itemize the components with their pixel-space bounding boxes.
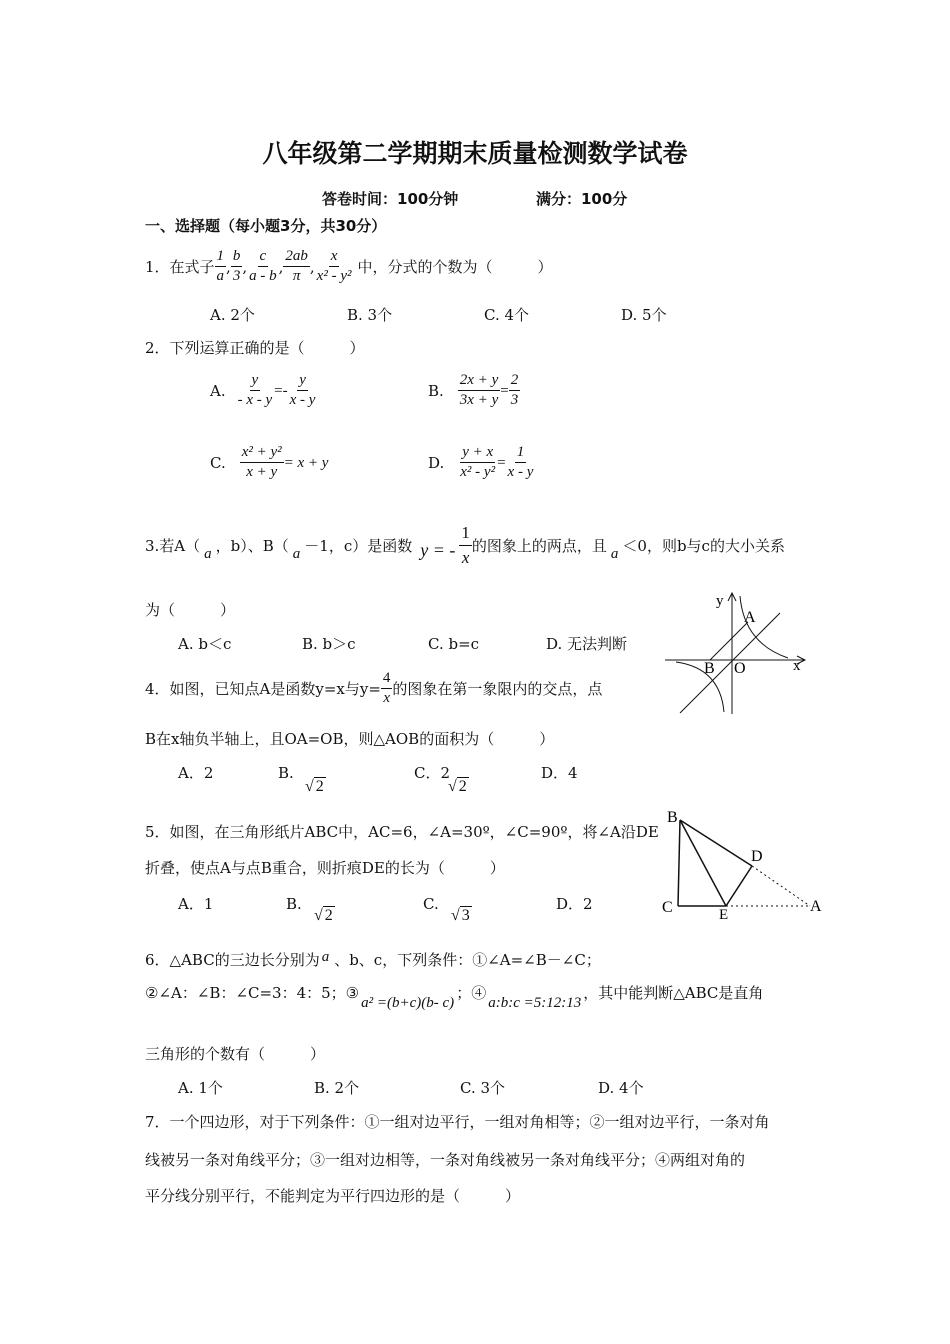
q3-option-a: A. b＜c [178,635,232,653]
q4-option-a: A．2 [178,764,214,782]
q5-option-b: B. √ 2 [286,895,333,924]
question-2: 2．下列运算正确的是（ ） [145,339,365,357]
q1-prefix: 1．在式子 [145,257,215,276]
q6-option-a: A. 1个 [178,1079,223,1097]
q5-option-c: C. √ 3 [423,895,470,924]
q1-option-b: B. 3个 [347,306,393,324]
q4-option-c: C．2 √ 2 [414,764,467,795]
q6-option-c: C. 3个 [460,1079,506,1097]
section-heading: 一、选择题（每小题3分，共30分） [145,217,387,235]
q7-line-2: 线被另一条对角线平分；③一组对边相等，一条对角线被另一条对角线平分；④两组对角的 [145,1151,746,1169]
question-7: 7．一个四边形，对于下列条件：①一组对边平行，一组对角相等；②一组对边平行，一条对角 [145,1113,770,1131]
q1-fraction-3: $\frac{c}{a - b}$ [249,248,277,284]
q1-fraction-2: $\frac{b}{3}$ [232,248,241,284]
q5-option-a: A．1 [178,895,214,913]
q1-suffix: 中，分式的个数为（ ） [357,257,553,276]
q1-option-a: A. 2个 [210,306,255,324]
q4-line-2: B在x轴负半轴上，且OA=OB，则△AOB的面积为（ ） [145,730,555,748]
q1-fraction-4: $\frac{2ab}{\pi}$ [285,248,308,284]
question-6: 6．△ABC的三边长分别为 a 、b、c，下列条件：①∠A=∠B－∠C； [145,949,601,969]
q4-fig-x: x [793,658,801,674]
q7-line-3: 平分线分别平行，不能判定为平行四边形的是（ ） [145,1187,521,1205]
q1-fraction-5: $\frac{x}{\text{x² - y²}}$ [316,248,352,284]
q2-option-c: C. $\frac{\text{x² + y²}}{x + y}$ = x + y [210,444,329,480]
q2-option-b: B. $\frac{2x + y}{3x + y}$ = $\frac{2}{3}$ [428,372,519,408]
question-4: 4．如图，已知点A是函数y=x与y= $\frac{4}{x}$ 的图象在第一象限内的交点，点 [145,670,603,706]
q4-option-d: D．4 [541,764,578,782]
q4-fig-o: O [734,660,746,677]
q4-fig-y: y [716,593,724,609]
q2-option-d: D. $\frac{y + x}{\text{x² - y²}}$ = $\frac{1}{x - y}$ [428,444,534,480]
q6-option-d: D. 4个 [598,1079,644,1097]
q3-line-2: 为（ ） [145,601,236,619]
q4-option-b: B. √ 2 [278,764,324,795]
q6-line-3: 三角形的个数有（ ） [145,1045,326,1063]
q5-fig-d: D [751,848,763,865]
q1-option-c: C. 4个 [484,306,530,324]
q4-figure [660,588,810,718]
q6-option-b: B. 2个 [314,1079,360,1097]
q5-fig-b: B [667,809,678,826]
q1-option-d: D. 5个 [621,306,667,324]
q3-option-d: D. 无法判断 [546,635,628,653]
full-score: 满分：100分 [536,190,628,208]
q3-option-b: B. b＞c [302,635,356,653]
q5-fig-a: A [810,898,822,915]
q1-fraction-1: $\frac{1}{a}$ [216,248,225,284]
q5-line-2: 折叠，使点A与点B重合，则折痕DE的长为（ ） [145,859,505,877]
exam-time: 答卷时间：100分钟 [322,190,459,208]
q5-figure [660,808,830,923]
q3-option-c: C. b=c [428,635,480,653]
q5-option-d: D．2 [556,895,593,913]
page-title: 八年级第二学期期末质量检测数学试卷 [262,139,688,168]
question-1: 1．在式子 $\frac{1}{a}$ , $\frac{b}{3}$ , $\frac{c}{a - b}$ , $\frac{2ab}{\pi}$ , $\frac{x}{\text{x² - y²}}$ 中，分式的个数为（ ） [145,248,553,284]
q5-fig-e: E [719,907,729,923]
q5-fig-c: C [662,899,673,916]
q6-line-2: ②∠A：∠B：∠C=3：4：5；③ a² =(b+c)(b- c) ；④ a:b:c =5:12:13 ，其中能判断△ABC是直角 [145,984,764,1011]
question-3: 3.若A（ a ，b）、B（ a －1，c）是函数 y = - $\frac{1}{x}$ 的图象上的两点，且 a ＜0，则b与c的大小关系 [145,523,785,567]
q2-option-a: A. $\frac{y}{- x - y}$ =- $\frac{y}{x - y}$ [210,372,316,408]
q4-fig-b: B [704,660,715,677]
q4-fig-a: A [744,609,756,626]
question-5: 5．如图，在三角形纸片ABC中，AC=6，∠A=30º，∠C=90º，将∠A沿DE [145,823,659,841]
